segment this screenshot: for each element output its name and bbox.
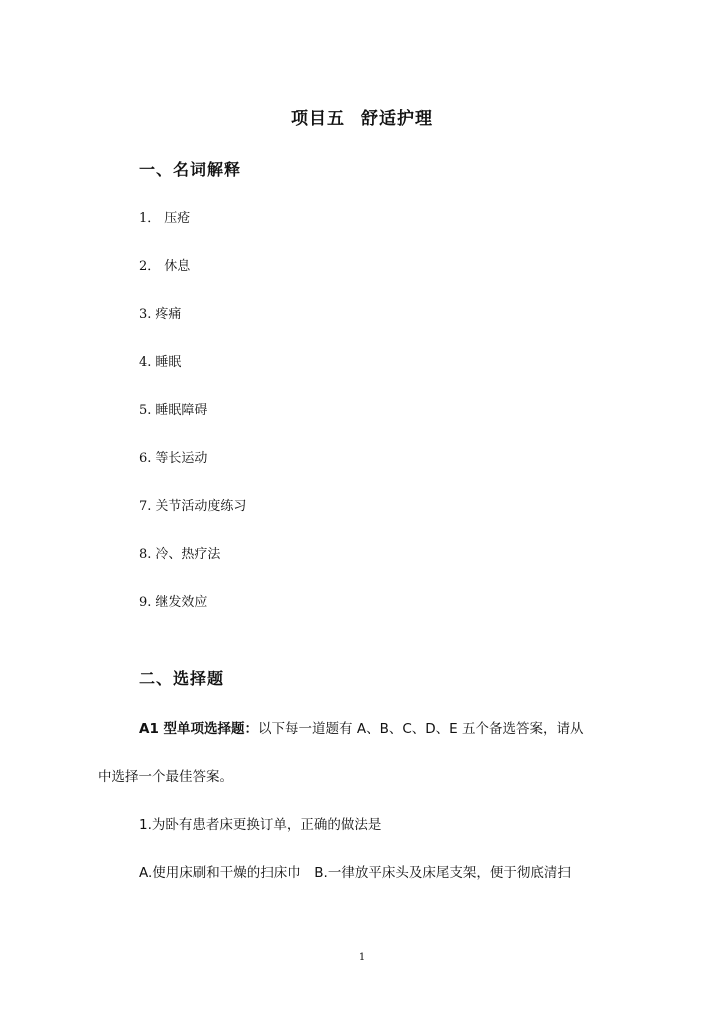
term-number: 7. bbox=[139, 499, 152, 514]
term-number: 9. bbox=[139, 595, 152, 610]
term-item bbox=[139, 303, 181, 322]
question-type-instructions: 以下每一道题有 A、B、C、D、E 五个备选答案，请从 bbox=[258, 721, 584, 737]
term-number: 6. bbox=[139, 451, 152, 466]
title-part-2: 舒适护理 bbox=[361, 109, 433, 129]
term-item bbox=[139, 495, 246, 514]
term-text: 继发效应 bbox=[155, 595, 208, 610]
term-item bbox=[139, 399, 207, 418]
question-type-intro-continued: 中选择一个最佳答案。 bbox=[98, 769, 233, 785]
term-text: 关节活动度练习 bbox=[155, 499, 247, 514]
question-type-label: A1 型单项选择题： bbox=[139, 721, 259, 737]
section-heading-multiple-choice: 二、选择题 bbox=[139, 669, 225, 688]
question-1-options: A.使用床刷和干燥的扫床巾 B.一律放平床头及床尾支架，便于彻底清扫 bbox=[139, 865, 571, 881]
term-text: 冷、热疗法 bbox=[155, 547, 221, 562]
term-item bbox=[139, 591, 207, 610]
term-text: 睡眠障碍 bbox=[155, 403, 208, 418]
term-number: 4. bbox=[139, 355, 152, 370]
term-number: 5. bbox=[139, 403, 152, 418]
page-title bbox=[0, 104, 724, 129]
page-number: 1 bbox=[358, 952, 366, 963]
question-type-intro bbox=[139, 717, 583, 737]
term-item bbox=[139, 207, 190, 226]
term-item bbox=[139, 351, 181, 370]
term-item bbox=[139, 447, 207, 466]
term-text: 压疮 bbox=[164, 211, 191, 226]
term-number: 3. bbox=[139, 307, 152, 322]
term-item bbox=[139, 255, 190, 274]
term-text: 休息 bbox=[164, 259, 191, 274]
term-number: 8. bbox=[139, 547, 152, 562]
term-item bbox=[139, 543, 220, 562]
term-text: 疼痛 bbox=[155, 307, 182, 322]
term-number: 1． bbox=[139, 211, 161, 226]
term-text: 睡眠 bbox=[155, 355, 182, 370]
term-number: 2． bbox=[139, 259, 161, 274]
title-part-1: 项目五 bbox=[291, 109, 345, 129]
question-1-stem: 1.为卧有患者床更换订单，正确的做法是 bbox=[139, 817, 382, 833]
term-text: 等长运动 bbox=[155, 451, 208, 466]
section-heading-definitions: 一、名词解释 bbox=[139, 160, 242, 179]
